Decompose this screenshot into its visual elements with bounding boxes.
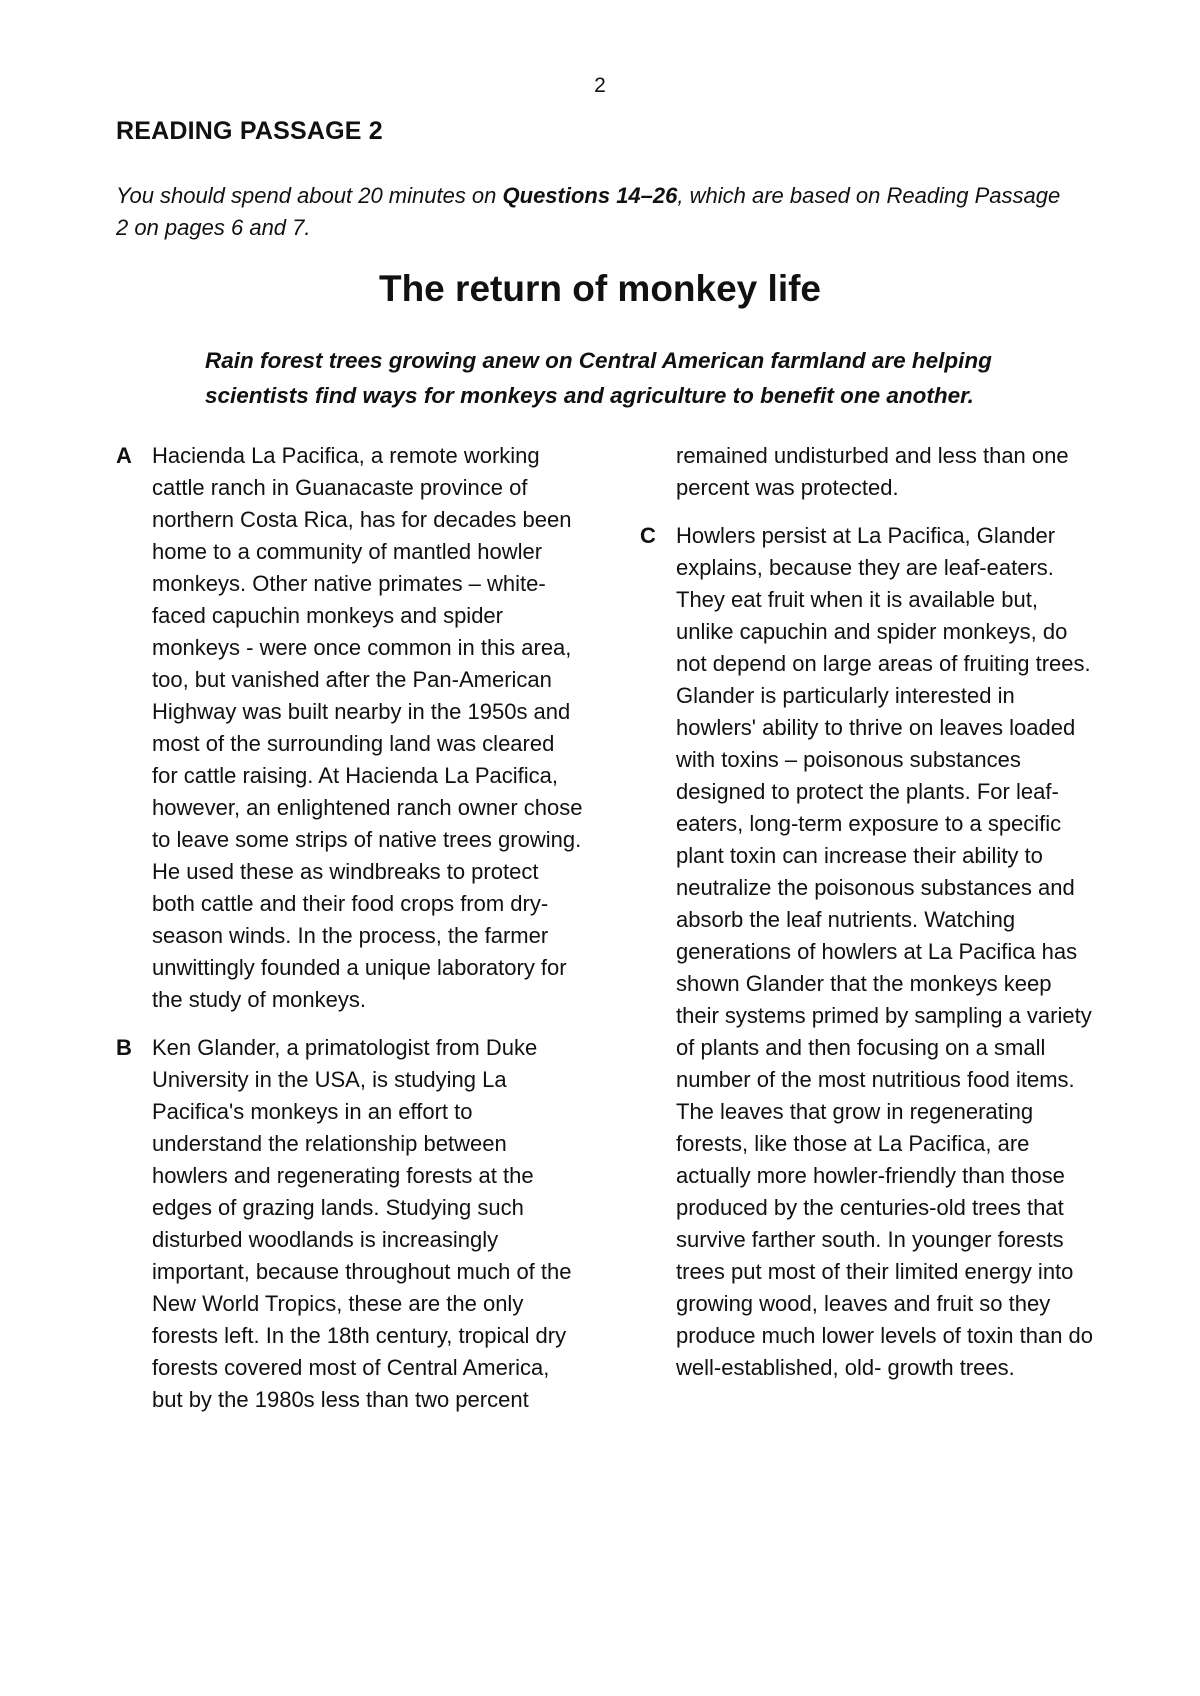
- paragraph-b-continued: [640, 440, 1100, 504]
- paragraph-text: Hacienda La Pacifica, a remote working cattle ranch in Guanacaste province of northern Costa Rica, has for decades been home to a community of mantled howler monkeys. Other native primates – white-faced capuchin monkeys and spider monkeys - were once common in this area, too, but vanished after the Pan-American Highway was built nearby in the 1950s and most of the surrounding land was cleared for cattle raising. At Hacienda La Pacifica, however, an enlightened ranch owner chose to leave some strips of native trees growing. He used these as windbreaks to protect both cattle and their food crops from dry-season winds. In the process, the farmer unwittingly founded a unique laboratory for the study of monkeys.: [152, 443, 583, 1012]
- paragraph-c: [640, 520, 1100, 1384]
- passage-subtitle: Rain forest trees growing anew on Central American farmland are helping scientists find ways for monkeys and agriculture to benefit one another.: [205, 348, 992, 408]
- paragraph-b: [116, 1032, 586, 1416]
- instructions: [116, 180, 1076, 244]
- passage-title: The return of monkey life: [378, 268, 821, 309]
- right-column: [640, 440, 1100, 1384]
- instructions-text: You should spend about 20 minutes on: [116, 183, 503, 208]
- section-heading: READING PASSAGE 2: [116, 117, 383, 145]
- paragraph-letter: B: [116, 1035, 132, 1060]
- paragraph-text: remained undisturbed and less than one percent was protected.: [676, 443, 1069, 500]
- instructions-questions: Questions 14–26: [502, 183, 678, 208]
- paragraph-text: Ken Glander, a primatologist from Duke University in the USA, is studying La Pacifica's monkeys in an effort to understand the relationship between howlers and regenerating forests at the edges of grazing lands. Studying such disturbed woodlands is increasingly important, because throughout much of the New World Tropics, these are the only forests left. In the 18th century, tropical dry forests covered most of Central America, but by the 1980s less than two percent: [152, 1035, 572, 1412]
- paragraph-text: Howlers persist at La Pacifica, Glander explains, because they are leaf-eaters. They eat fruit when it is available but, unlike capuchin and spider monkeys, do not depend on large areas of fruiting trees. Glander is particularly interested in howlers' ability to thrive on leaves loaded with toxins – poisonous substances designed to protect the plants. For leaf-eaters, long-term exposure to a specific plant toxin can increase their ability to neutralize the poisonous substances and absorb the leaf nutrients. Watching generations of howlers at La Pacifica has shown Glander that the monkeys keep their systems primed by sampling a variety of plants and then focusing on a small number of the most nutritious food items. The leaves that grow in regenerating forests, like those at La Pacifica, are actually more howler-friendly than those produced by the centuries-old trees that survive farther south. In younger forests trees put most of their limited energy into growing wood, leaves and fruit so they produce much lower levels of toxin than do well-established, old- growth trees.: [676, 523, 1094, 1380]
- instructions-text-end: , which are based on Reading Passage 2 on pages 6 and 7.: [116, 183, 1061, 240]
- left-column: [116, 440, 586, 1416]
- paragraph-letter: A: [116, 443, 132, 468]
- paragraph-a: [116, 440, 586, 1016]
- page-number: 2: [594, 74, 606, 97]
- paragraph-letter: C: [640, 523, 656, 548]
